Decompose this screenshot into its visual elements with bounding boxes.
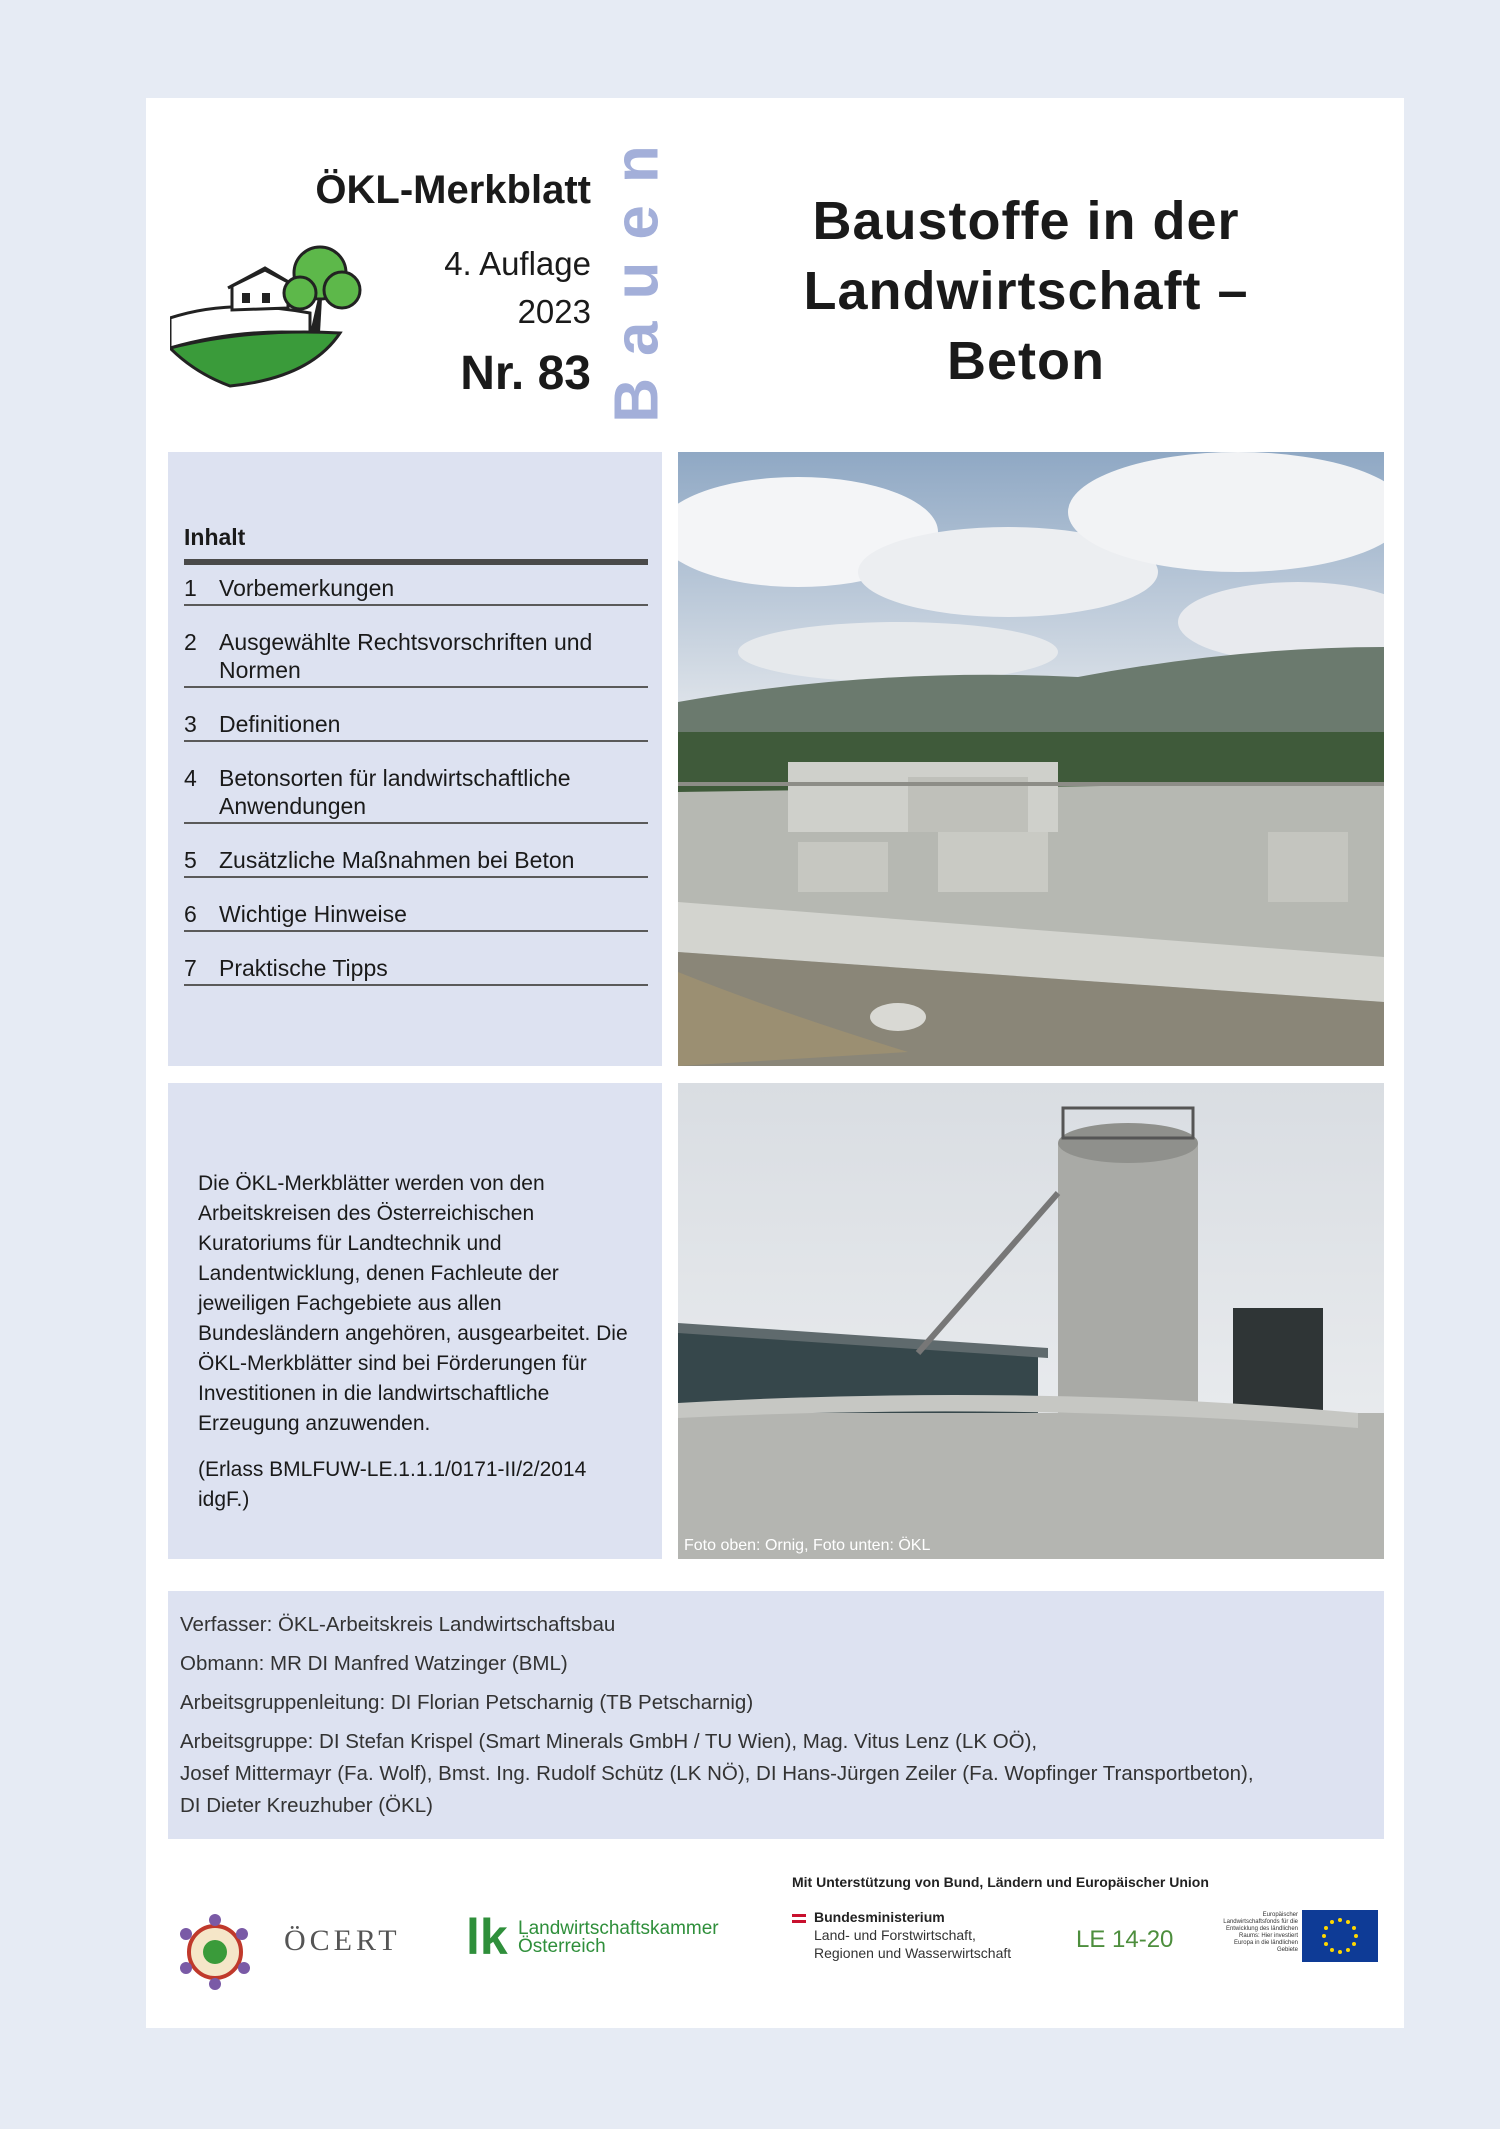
chair-line: Obmann: MR DI Manfred Watzinger (BML) [180, 1652, 568, 1675]
toc-item [184, 572, 648, 606]
group-line-1: Arbeitsgruppe: DI Stefan Krispel (Smart Minerals GmbH / TU Wien), Mag. Vitus Lenz (LK OÖ), [180, 1730, 1038, 1753]
support-text: Mit Unterstützung von Bund, Ländern und Europäischer Union [792, 1874, 1209, 1890]
toc-item-text: Zusätzliche Maßnahmen bei Beton [219, 847, 575, 873]
sheet-number: Nr. 83 [460, 347, 591, 400]
toc-item-number: 6 [184, 901, 197, 927]
toc-item-number: 4 [184, 765, 197, 791]
toc-item [184, 626, 648, 688]
toc-item-number: 3 [184, 711, 197, 737]
toc-item [184, 952, 648, 986]
authors-box [168, 1591, 1384, 1839]
toc-item-text: Definitionen [219, 711, 341, 737]
toc-item [184, 762, 648, 824]
toc-item [184, 844, 648, 878]
silo-photo-frame [678, 1083, 1384, 1559]
toc-item-text: Praktische Tipps [219, 955, 388, 981]
farm-logo-icon [170, 238, 370, 388]
title-line-1: Baustoffe in der [812, 191, 1240, 251]
lk-text-line-1: Landwirtschaftskammer [518, 1918, 719, 1939]
toc-item-number: 5 [184, 847, 197, 873]
edition-info [346, 240, 591, 336]
toc-item-text: Wichtige Hinweise [219, 901, 407, 927]
title-line-3: Beton [947, 331, 1105, 391]
toc-item-number: 7 [184, 955, 197, 981]
series-title: ÖKL-Merkblatt [315, 168, 591, 212]
description-box [168, 1083, 662, 1559]
ministry-line-1: Bundesministerium [814, 1909, 945, 1925]
decree-reference: (Erlass BMLFUW-LE.1.1.1/0171-II/2/2014 idgF.) [198, 1458, 587, 1511]
category-text: Bauen [602, 123, 672, 423]
lead-line: Arbeitsgruppenleitung: DI Florian Petscharnig (TB Petscharnig) [180, 1691, 754, 1714]
toc-item-text: Vorbemerkungen [219, 575, 395, 601]
oecert-logo: ÖCERT [284, 1924, 401, 1957]
toc-heading: Inhalt [184, 524, 648, 565]
toc-item-text: Ausgewählte Rechtsvorschriften und Normen [219, 629, 593, 683]
austria-flag-icon [792, 1914, 806, 1923]
page [146, 98, 1404, 2028]
edition-label: 4. Auflage [444, 245, 591, 282]
table-of-contents [168, 452, 662, 1066]
toc-item [184, 708, 648, 742]
toc-list [184, 572, 648, 1006]
description-text: Die ÖKL-Merkblätter werden von den Arbeitskreisen des Österreichischen Kuratoriums für Landtechnik und Landentwicklung, denen Fachleute der jeweiligen Fachgebiete aus allen Bundesländern angehören, ausgearbeitet. Die ÖKL-Merkblätter sind bei Förderungen für Investitionen in die landwirtschaftliche Erzeugung anzuwenden. [198, 1172, 628, 1435]
photo-credit: Foto oben: Ornig, Foto unten: ÖKL [684, 1537, 931, 1554]
lk-mark: lk [466, 1909, 508, 1965]
document-title [746, 186, 1306, 396]
author-line: Verfasser: ÖKL-Arbeitskreis Landwirtschaftsbau [180, 1613, 616, 1636]
group-line-3: DI Dieter Kreuzhuber (ÖKL) [180, 1794, 433, 1817]
ministry-line-3: Regionen und Wasserwirtschaft [814, 1945, 1012, 1961]
eu-flag-icon [1302, 1910, 1378, 1962]
toc-item-number: 1 [184, 575, 197, 601]
toc-item-number: 2 [184, 629, 197, 655]
title-line-2: Landwirtschaft – [803, 261, 1249, 321]
ministry-logo [792, 1908, 1052, 1962]
toc-item [184, 898, 648, 932]
edition-year: 2023 [517, 293, 591, 330]
group-line-2: Josef Mittermayr (Fa. Wolf), Bmst. Ing. Rudolf Schütz (LK NÖ), DI Hans-Jürgen Zeiler (Fa. Wopfinger Transportbeton), [180, 1762, 1254, 1785]
oekl-emblem-icon [170, 1912, 260, 1992]
lk-text-line-2: Österreich [518, 1936, 606, 1957]
eu-fund-text: Europäischer Landwirtschaftsfonds für die Entwicklung des ländlichen Raums: Hier investiert Europa in die ländlichen Gebiete [1223, 1912, 1298, 1953]
category-label [602, 118, 672, 428]
footer-logos [146, 1868, 1404, 2008]
le-logo: LE 14-20 [1076, 1926, 1174, 1953]
ministry-line-2: Land- und Forstwirtschaft, [814, 1927, 976, 1943]
silo-photo [678, 1083, 1384, 1559]
construction-site-photo [678, 452, 1384, 1066]
toc-item-text: Betonsorten für landwirtschaftliche Anwendungen [219, 765, 571, 819]
lk-text [518, 1920, 719, 1956]
